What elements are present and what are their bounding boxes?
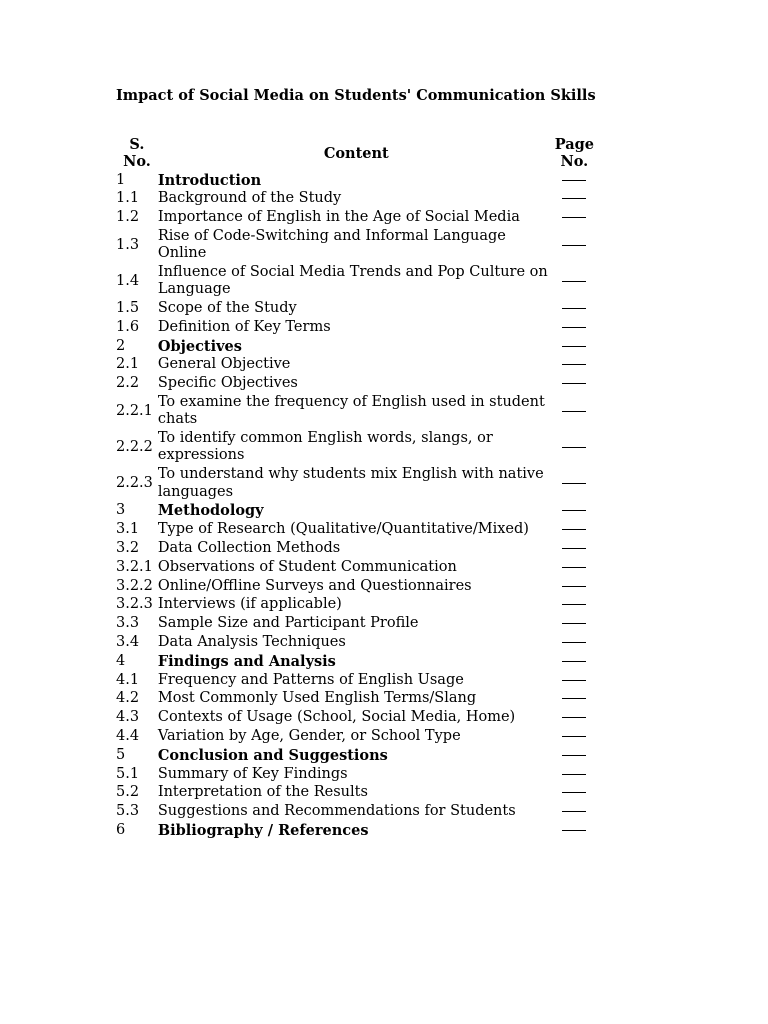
toc-row-page-blank [555, 745, 594, 764]
toc-row [116, 393, 594, 429]
toc-row-page-blank [555, 708, 594, 727]
header-page-number: Page No. [554, 136, 594, 170]
page-number-blank-line [562, 585, 586, 587]
toc-row [116, 576, 594, 595]
toc-row-number: 5.3 [116, 803, 140, 820]
toc-row-page-blank [555, 355, 594, 374]
toc-row [116, 317, 594, 336]
toc-row-title: Specific Objectives [157, 375, 298, 392]
page-number-blank-line [562, 791, 586, 793]
document-title: Impact of Social Media on Students' Communication Skills [116, 87, 596, 104]
page-number-blank-line [562, 345, 586, 347]
toc-row [116, 299, 594, 318]
toc-row-title: Findings and Analysis [157, 652, 336, 670]
toc-row [116, 501, 594, 520]
toc-row-title: Scope of the Study [157, 300, 297, 317]
toc-row [116, 355, 594, 374]
page-number-blank-line [562, 829, 586, 831]
toc-row-title: Interviews (if applicable) [157, 596, 342, 613]
toc-row-number: 1 [116, 171, 126, 188]
toc-row-page-blank [555, 670, 594, 689]
toc-row [116, 802, 594, 821]
toc-row [116, 595, 594, 614]
toc-row-title: Conclusion and Suggestions [157, 746, 388, 764]
toc-row-title: Sample Size and Participant Profile [157, 615, 419, 632]
toc-row-page-blank [555, 336, 594, 355]
page-number-blank-line [562, 509, 586, 511]
toc-row-page-blank [555, 501, 594, 520]
toc-row-number: 1.4 [116, 272, 140, 289]
toc-row-page-blank [555, 783, 594, 802]
page-number-blank-line [562, 244, 586, 246]
toc-row-title: Interpretation of the Results [157, 784, 368, 801]
toc-row-title: Suggestions and Recommendations for Students [157, 803, 516, 820]
toc-row-page-blank [555, 262, 594, 298]
toc-row-number: 5 [116, 746, 126, 763]
toc-row-title: Most Commonly Used English Terms/Slang [157, 690, 477, 707]
page-number-blank-line [562, 641, 586, 643]
toc-row [116, 465, 594, 501]
toc-row-title: Methodology [157, 502, 264, 520]
page-number-blank-line [562, 754, 586, 756]
page-number-blank-line [562, 528, 586, 530]
toc-row-number: 6 [116, 821, 126, 838]
toc-row-page-blank [555, 614, 594, 633]
toc-row-number: 3.2.1 [116, 558, 153, 575]
toc-row [116, 429, 594, 465]
toc-row-number: 1.5 [116, 300, 140, 317]
toc-row-page-blank [555, 299, 594, 318]
page-number-blank-line [562, 446, 586, 448]
toc-row-page-blank [555, 576, 594, 595]
toc-row [116, 226, 594, 262]
toc-row [116, 520, 594, 539]
page-number-blank-line [562, 603, 586, 605]
page-number-blank-line [562, 679, 586, 681]
toc-row-number: 3 [116, 502, 126, 519]
page-number-blank-line [562, 547, 586, 549]
toc-row-number: 3.4 [116, 633, 140, 650]
toc-row-page-blank [555, 189, 594, 208]
toc-row-title: To understand why students mix English with native languages [157, 466, 544, 500]
toc-row [116, 189, 594, 208]
toc-row-number: 2.2.2 [116, 438, 153, 455]
toc-row-number: 4.3 [116, 709, 140, 726]
toc-row-title: Definition of Key Terms [157, 318, 331, 335]
page-number-blank-line [562, 660, 586, 662]
toc-row [116, 783, 594, 802]
toc-row-page-blank [555, 595, 594, 614]
toc-row-title: To examine the frequency of English used in student chats [157, 394, 545, 428]
toc-row-number: 1.1 [116, 190, 140, 207]
toc-row [116, 170, 594, 189]
table-header-row [116, 136, 594, 170]
toc-row-page-blank [555, 689, 594, 708]
toc-row-title: Importance of English in the Age of Social Media [157, 209, 520, 226]
page-number-blank-line [562, 482, 586, 484]
toc-row [116, 557, 594, 576]
toc-row-title: Background of the Study [157, 190, 342, 207]
toc-row-number: 2.2.3 [116, 474, 153, 491]
toc-row [116, 614, 594, 633]
toc-row-page-blank [555, 538, 594, 557]
toc-row-page-blank [555, 208, 594, 227]
toc-row [116, 708, 594, 727]
toc-row-number: 1.6 [116, 318, 140, 335]
page-number-blank-line [562, 326, 586, 328]
page-number-blank-line [562, 410, 586, 412]
toc-row-page-blank [555, 393, 594, 429]
document-page [116, 86, 636, 839]
toc-row-title: Rise of Code-Switching and Informal Language Online [157, 227, 506, 262]
page-number-blank-line [562, 197, 586, 199]
toc-row [116, 745, 594, 764]
toc-row-title: Variation by Age, Gender, or School Type [157, 727, 461, 744]
toc-row-number: 4 [116, 652, 126, 669]
toc-row [116, 374, 594, 393]
toc-row [116, 262, 594, 298]
page-number-blank-line [562, 622, 586, 624]
page-number-blank-line [562, 363, 586, 365]
toc-row [116, 820, 594, 839]
toc-row-page-blank [555, 764, 594, 783]
toc-row-number: 2.2.1 [116, 402, 153, 419]
toc-body [116, 170, 594, 839]
toc-row [116, 632, 594, 651]
toc-row-title: Introduction [157, 171, 262, 189]
toc-row-number: 5.1 [116, 765, 140, 782]
toc-row-number: 3.2.3 [116, 596, 153, 613]
page-number-blank-line [562, 773, 586, 775]
toc-row-number: 5.2 [116, 784, 140, 801]
toc-row-page-blank [555, 170, 594, 189]
toc-row [116, 336, 594, 355]
toc-row-page-blank [555, 317, 594, 336]
toc-row-number: 3.2 [116, 539, 140, 556]
toc-row-title: Type of Research (Qualitative/Quantitative/Mixed) [157, 521, 529, 538]
toc-row-title: Influence of Social Media Trends and Pop Culture on Language [157, 263, 548, 298]
toc-row-title: Frequency and Patterns of English Usage [157, 671, 464, 688]
toc-row-title: Data Analysis Techniques [157, 633, 346, 650]
toc-row-number: 2.2 [116, 375, 140, 392]
toc-row-page-blank [555, 557, 594, 576]
toc-row [116, 764, 594, 783]
page-number-blank-line [562, 307, 586, 309]
page-number-blank-line [562, 716, 586, 718]
toc-row [116, 670, 594, 689]
toc-row-page-blank [555, 465, 594, 501]
toc-row-title: Objectives [157, 337, 242, 355]
page-number-blank-line [562, 179, 586, 181]
toc-row-page-blank [555, 820, 594, 839]
toc-row-number: 3.1 [116, 521, 140, 538]
toc-row-number: 4.2 [116, 690, 140, 707]
toc-row-number: 2.1 [116, 356, 140, 373]
toc-row-title: Data Collection Methods [157, 539, 341, 556]
toc-row-number: 2 [116, 337, 126, 354]
toc-row-title: Observations of Student Communication [157, 558, 457, 575]
toc-row [116, 689, 594, 708]
page-number-blank-line [562, 382, 586, 384]
toc-row-number: 4.1 [116, 671, 140, 688]
toc-row-number: 1.3 [116, 236, 140, 253]
toc-row-number: 4.4 [116, 727, 140, 744]
header-content: Content [323, 144, 389, 162]
toc-row [116, 208, 594, 227]
toc-row-title: Online/Offline Surveys and Questionnaires [157, 577, 472, 594]
toc-row-page-blank [555, 632, 594, 651]
toc-row [116, 538, 594, 557]
toc-row-title: General Objective [157, 356, 291, 373]
table-of-contents [116, 136, 594, 839]
page-number-blank-line [562, 735, 586, 737]
page-number-blank-line [562, 697, 586, 699]
toc-row [116, 651, 594, 670]
toc-row-number: 3.3 [116, 615, 140, 632]
toc-row-page-blank [555, 374, 594, 393]
page-number-blank-line [562, 566, 586, 568]
page-number-blank-line [562, 810, 586, 812]
toc-row-page-blank [555, 651, 594, 670]
toc-row-title: Summary of Key Findings [157, 765, 348, 782]
page-number-blank-line [562, 216, 586, 218]
toc-row-page-blank [555, 429, 594, 465]
toc-row-number: 1.2 [116, 209, 140, 226]
toc-row-title: Bibliography / References [157, 821, 369, 839]
toc-row [116, 726, 594, 745]
header-serial-number: S. No. [123, 136, 151, 170]
toc-row-page-blank [555, 726, 594, 745]
toc-row-page-blank [555, 226, 594, 262]
toc-row-page-blank [555, 520, 594, 539]
toc-row-page-blank [555, 802, 594, 821]
toc-row-title: To identify common English words, slangs, or expressions [157, 430, 493, 464]
page-number-blank-line [562, 280, 586, 282]
toc-row-number: 3.2.2 [116, 577, 153, 594]
toc-row-title: Contexts of Usage (School, Social Media, Home) [157, 709, 516, 726]
